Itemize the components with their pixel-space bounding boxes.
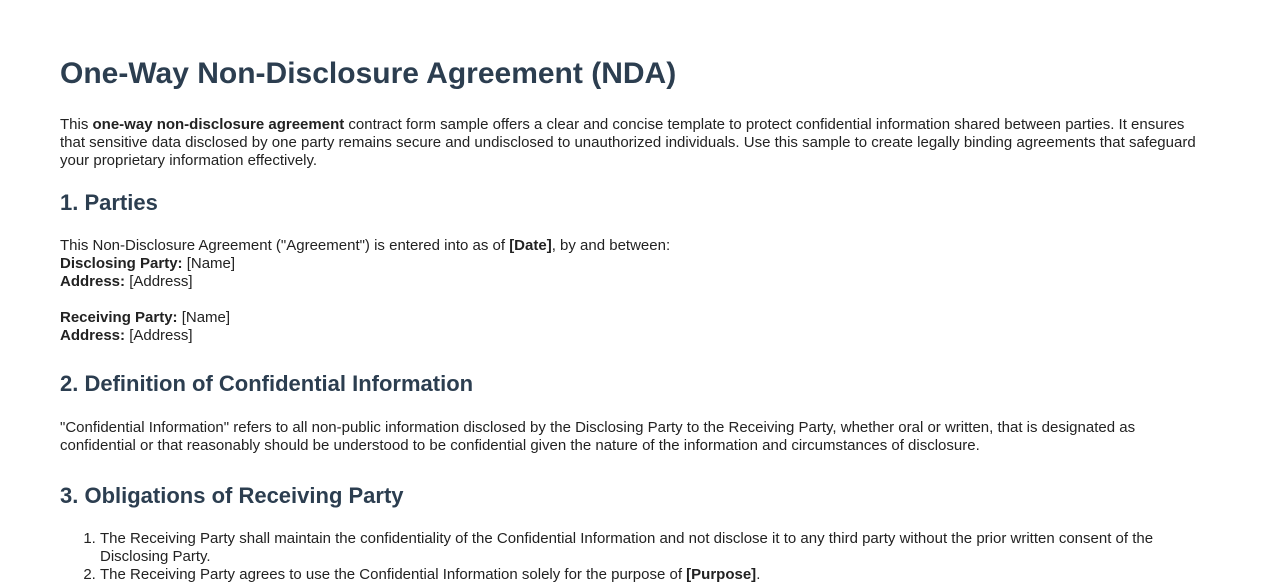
obligation-item-2-pre: The Receiving Party agrees to use the Confidential Information solely for the purpose of xyxy=(100,566,687,584)
receiving-address-line xyxy=(60,327,1200,345)
disclosing-address-line xyxy=(60,273,1200,291)
section-heading-obligations: 3. Obligations of Receiving Party xyxy=(60,482,404,508)
disclosing-party-label: Disclosing Party: xyxy=(60,255,183,273)
disclosing-party-value: [Name] xyxy=(182,255,236,273)
parties-paragraph xyxy=(60,237,1200,345)
intro-rest: contract form sample offers a clear and concise template to protect confidential information shared between parties. It ensures that sensitive data disclosed by one party remains secure and undisclosed to unauthorized individuals. Use this sample to create legally binding agreements that safeguard your proprietary information effectively. xyxy=(60,116,1196,169)
receiving-party-line xyxy=(60,309,1200,327)
page-title: One-Way Non-Disclosure Agreement (NDA) xyxy=(60,57,677,90)
date-line-post: , by and between: xyxy=(551,237,671,255)
section-heading-definition: 2. Definition of Confidential Information xyxy=(60,371,474,397)
obligation-item-2 xyxy=(100,566,1200,584)
date-placeholder: [Date] xyxy=(509,237,552,255)
disclosing-party-line xyxy=(60,255,1200,273)
intro-lead: This xyxy=(60,116,93,133)
blank-line xyxy=(60,291,1200,309)
obligations-list xyxy=(60,530,1200,584)
obligation-item-1: 1. The Receiving Party shall maintain the confidentiality of the Confidential Information and not disclose it to any third party without the prior written consent of the Disclosing Party. xyxy=(100,530,1200,566)
intro-bold-term: one-way non-disclosure agreement xyxy=(92,116,345,133)
purpose-placeholder: [Purpose] xyxy=(686,566,757,584)
section-heading-parties: 1. Parties xyxy=(60,190,158,215)
receiving-party-label: Receiving Party: xyxy=(60,309,178,327)
intro-paragraph xyxy=(60,116,1200,170)
definition-paragraph: "Confidential Information" refers to all non-public information disclosed by the Disclosing Party to the Receiving Party, whether oral or written, that is designated as confidential or that reasonably should be understood to be confidential given the nature of the information and circumstances of disclosure. xyxy=(60,418,1136,454)
disclosing-address-value: [Address] xyxy=(125,273,193,291)
receiving-party-value: [Name] xyxy=(177,309,231,327)
receiving-address-value: [Address] xyxy=(125,327,193,345)
date-line-pre: This Non-Disclosure Agreement ("Agreement") is entered into as of xyxy=(60,237,510,255)
disclosing-address-label: Address: xyxy=(60,273,126,291)
receiving-address-label: Address: xyxy=(60,327,126,345)
agreement-date-line xyxy=(60,237,1200,255)
obligation-item-2-post: . xyxy=(756,566,761,584)
